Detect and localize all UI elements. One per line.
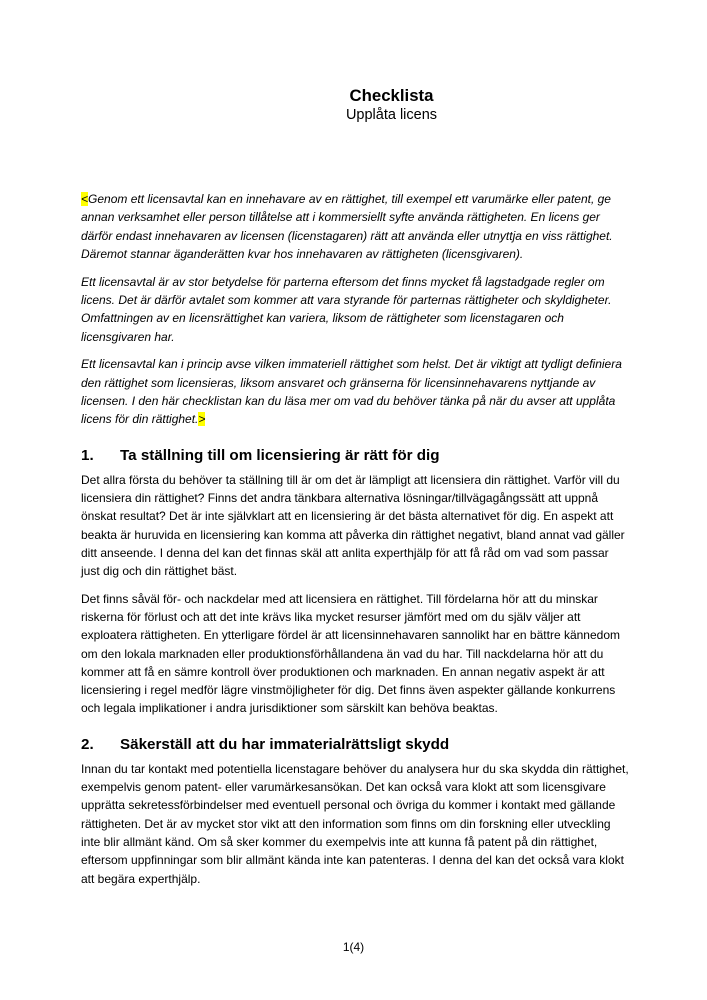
intro-section (81, 190, 630, 429)
document-body (81, 190, 630, 888)
section-1-heading-text: Ta ställning till om licensiering är rätt för dig (120, 446, 440, 464)
intro-paragraph-3-text: Ett licensavtal kan i princip avse vilken immateriell rättighet som helst. Det är viktigt att tydligt definiera den rättighet som licensieras, liksom ansvaret och gränserna för licensinnehavarens nyttjande av licensen. I den här checklistan kan du läsa mer om vad du behöver tänka på när du avser att upplåta licens för din rättighet. (81, 357, 622, 427)
section-2-number: 2. (81, 735, 94, 753)
section-1-heading (81, 446, 630, 466)
document-header (81, 0, 702, 124)
intro-paragraph-1-text: Genom ett licensavtal kan en innehavare av en rättighet, till exempel ett varumärke eller patent, ge annan verksamhet eller person tillåtelse att i kommersiellt syfte använda rättigheten. En licens ger därför endast innehavaren av licensen (licenstagaren) rätt att använda eller utnyttja en viss rättighet. Däremot stannar äganderätten kvar hos innehavaren av rättigheten (licensgivaren). (81, 192, 613, 262)
section-1-number: 1. (81, 446, 94, 464)
highlight-open-marker: < (81, 192, 89, 206)
intro-paragraph-3 (81, 355, 630, 429)
section-1-paragraph-2: Det finns såväl för- och nackdelar med att licensiera en rättighet. Till fördelarna hör att du minskar riskerna för förlust och att det inte krävs lika mycket resurser jämfört med om du själv väljer att exploatera rättigheten. En ytterligare fördel är att licensinnehavaren sannolikt har en bättre kännedom om den lokala marknaden eller produktionsförhållandena än vad du har. Till nackdelarna hör att du kommer att få en sämre kontroll över produktionen och marknaden. En annan negativ aspekt är att licensiering i regel medför lägre vinstmöjligheter för dig. Det finns även aspekter gällande konkurrens och legala implikationer i andra jurisdiktioner som särskilt kan behöva beaktas. (81, 591, 620, 716)
document-subtitle: Upplåta licens (345, 107, 438, 123)
page-number: 1(4) (342, 940, 365, 954)
page-footer (0, 940, 707, 955)
section-2-heading-text: Säkerställ att du har immaterialrättsligt skydd (120, 735, 450, 753)
section-1 (81, 446, 630, 718)
section-2-paragraph-1: Innan du tar kontakt med potentiella licenstagare behöver du analysera hur du ska skydda din rättighet, exempelvis genom patent- eller varumärkesansökan. Det kan också vara klokt att som licensgivare upprätta sekretessförbindelser med eventuell personal och övriga du kommer i kontakt med gällande rättigheten. Det är av mycket stor vikt att den information som finns om din forskning eller utveckling inte blir allmänt känd. Om så sker kommer du exempelvis inte att kunna få patent på din rättighet, eftersom uppfinningar som blir allmänt kända inte kan patenteras. I denna del kan det också vara klokt att begära experthjälp. (81, 761, 629, 886)
section-1-paragraph-1: Det allra första du behöver ta ställning till är om det är lämpligt att licensiera din rättighet. Varför vill du licensiera din rättighet? Finns det andra tänkbara alternativa lösningar/tillvägagångssätt att uppnå önskat resultat? Det är inte självklart att en licensiering är det bästa alternativet för dig. En aspekt att beakta är huruvida en licensiering kan komma att påverka din rättighet negativt, bland annat vad gäller ditt anseende. I denna del kan det finnas skäl att anlita experthjälp för att få råd om vad som passar just dig och din rättighet bäst. (81, 472, 625, 579)
intro-paragraph-2: Ett licensavtal är av stor betydelse för parterna eftersom det finns mycket få lagstadgade regler om licens. Det är därför avtalet som kommer att vara styrande för parternas rättigheter och skyldigheter. Omfattningen av en licensrättighet kan variera, liksom de rättigheter som licenstagaren och licensgivaren har. (81, 274, 612, 344)
document-title: Checklista (349, 86, 434, 105)
intro-paragraph-1 (81, 190, 630, 264)
section-2-heading (81, 735, 630, 755)
section-2 (81, 735, 630, 888)
highlight-close-marker: > (198, 412, 206, 427)
